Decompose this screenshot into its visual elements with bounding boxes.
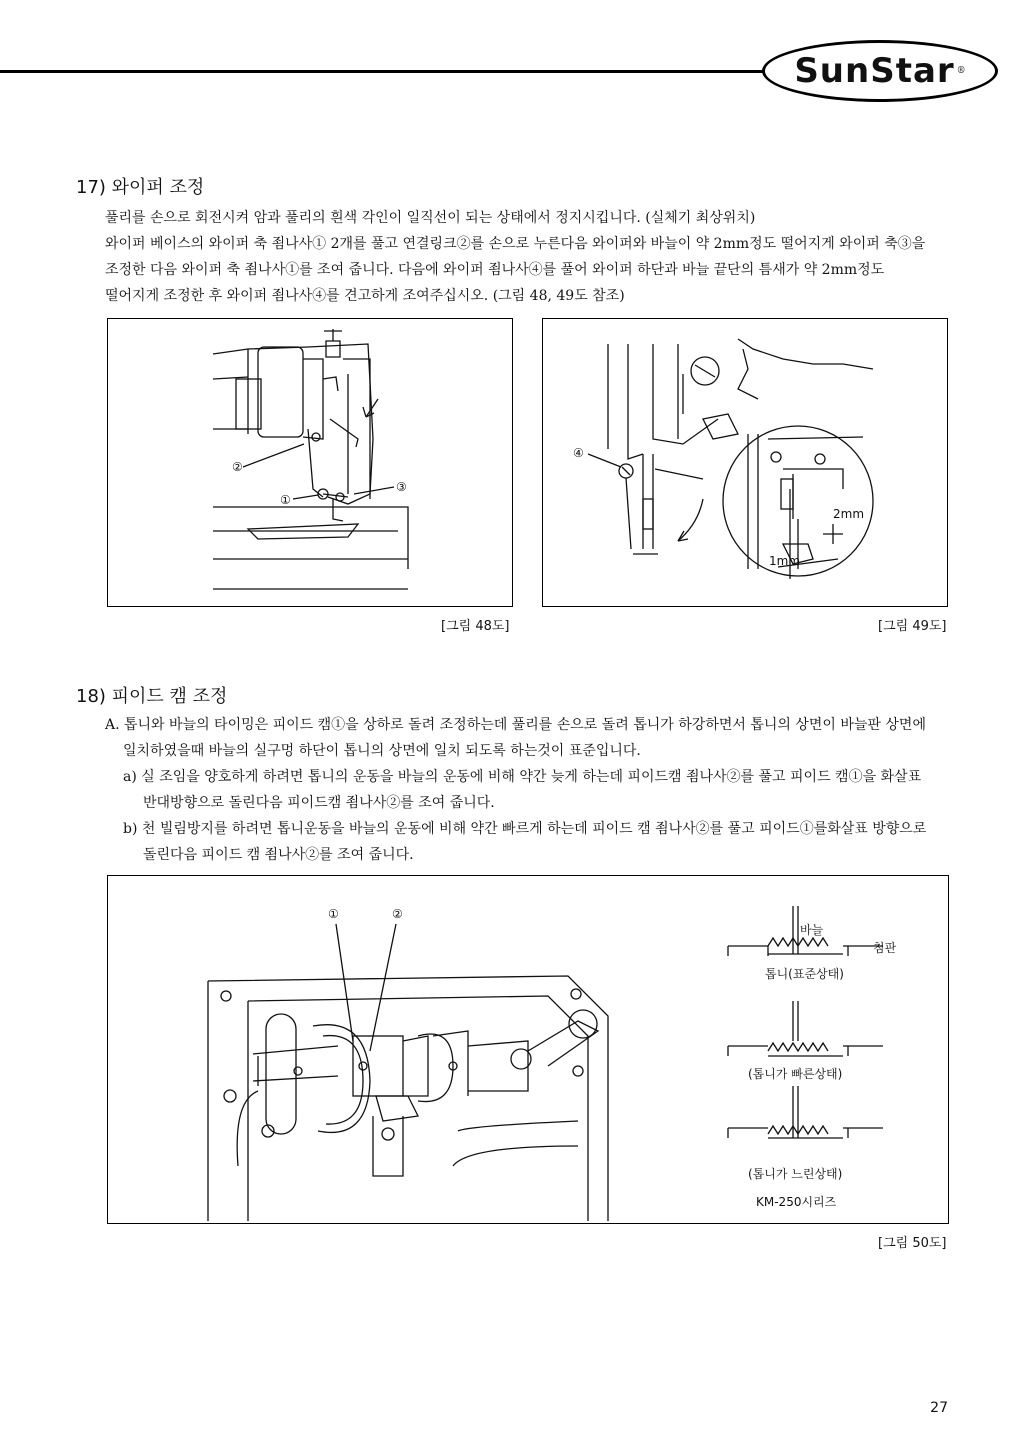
needle-plate-label: 침판: [873, 941, 897, 955]
section-18-line: 반대방향으로 돌린다음 피이드캠 죔나사②를 조여 줍니다.: [143, 795, 495, 811]
figure-50-caption: [그림 50도]: [878, 1236, 947, 1251]
figure-49-label: 1mm: [769, 554, 801, 568]
figure-48: [107, 318, 513, 607]
section-18-line: 돌린다음 피이드 캠 죔나사②를 조여 줍니다.: [143, 847, 414, 863]
figure-48-label: ①: [280, 493, 291, 507]
section-17-line: 떨어지게 조정한 후 와이퍼 죔나사④를 견고하게 조여주십시오. (그림 48, 49도 참조): [105, 288, 625, 304]
feed-dog-state-label: (톱니가 느린상태): [748, 1167, 843, 1181]
section-18-line: 일치하였을때 바늘의 실구멍 하단이 톱니의 상면에 일치 되도록 하는것이 표준입니다.: [123, 743, 641, 759]
feed-dog-state-label: (톱니가 빠른상태): [748, 1067, 843, 1081]
header-rule: [0, 70, 765, 73]
section-18-body: [105, 712, 926, 868]
page-number: 27: [930, 1400, 948, 1416]
figure-48-label: ②: [232, 460, 243, 474]
section-18-line: a) 실 조임을 양호하게 하려면 톱니의 운동을 바늘의 운동에 비해 약간 늦게 하는데 피이드캠 죔나사②를 풀고 피이드 캠①을 화살표: [123, 769, 922, 785]
model-label: KM-250시리즈: [756, 1195, 837, 1209]
figure-50-callout: ②: [392, 907, 403, 921]
brand-reg-mark: ®: [956, 66, 966, 76]
figure-49: [542, 318, 948, 607]
sunstar-logo: [762, 40, 998, 102]
section-17-line: 풀리를 손으로 회전시켜 암과 풀리의 흰색 각인이 일직선이 되는 상태에서 정지시킵니다. (실체기 최상위치): [105, 210, 756, 226]
figure-49-caption: [그림 49도]: [878, 619, 947, 634]
section-18-title: 18) 피이드 캠 조정: [76, 686, 228, 707]
figure-50-callout: ①: [328, 907, 339, 921]
figure-48-label: ③: [396, 480, 407, 494]
section-18-line: b) 천 빌림방지를 하려면 톱니운동을 바늘의 운동에 비해 약간 빠르게 하는데 피이드 캠 죔나사②를 풀고 피이드①를화살표 방향으로: [123, 821, 927, 837]
section-17-title: 17) 와이퍼 조정: [76, 177, 205, 198]
figure-50-drawing: [108, 876, 950, 1225]
section-17-line: 조정한 다음 와이퍼 축 죔나사①를 조여 줍니다. 다음에 와이퍼 죔나사④를 풀어 와이퍼 하단과 바늘 끝단의 틈새가 약 2mm정도: [105, 262, 885, 278]
section-17-line: 와이퍼 베이스의 와이퍼 축 죔나사① 2개를 풀고 연결링크②를 손으로 누른다음 와이퍼와 바늘이 약 2mm정도 떨어지게 와이퍼 축③을: [105, 236, 926, 252]
figure-48-drawing: [108, 319, 514, 608]
brand-name: SunStar: [794, 51, 955, 91]
figure-49-label: 2mm: [833, 507, 865, 521]
feed-dog-state-label: 톱니(표준상태): [765, 967, 844, 981]
needle-label: 바늘: [800, 923, 824, 937]
figure-49-drawing: [543, 319, 949, 608]
figure-48-caption: [그림 48도]: [441, 619, 510, 634]
figure-49-label: ④: [573, 446, 584, 460]
section-17-body: [105, 205, 925, 309]
figure-50: [107, 875, 949, 1224]
section-18-line: A. 톱니와 바늘의 타이밍은 피이드 캠①을 상하로 돌려 조정하는데 풀리를 손으로 돌려 톱니가 하강하면서 톱니의 상면이 바늘판 상면에: [105, 717, 926, 733]
